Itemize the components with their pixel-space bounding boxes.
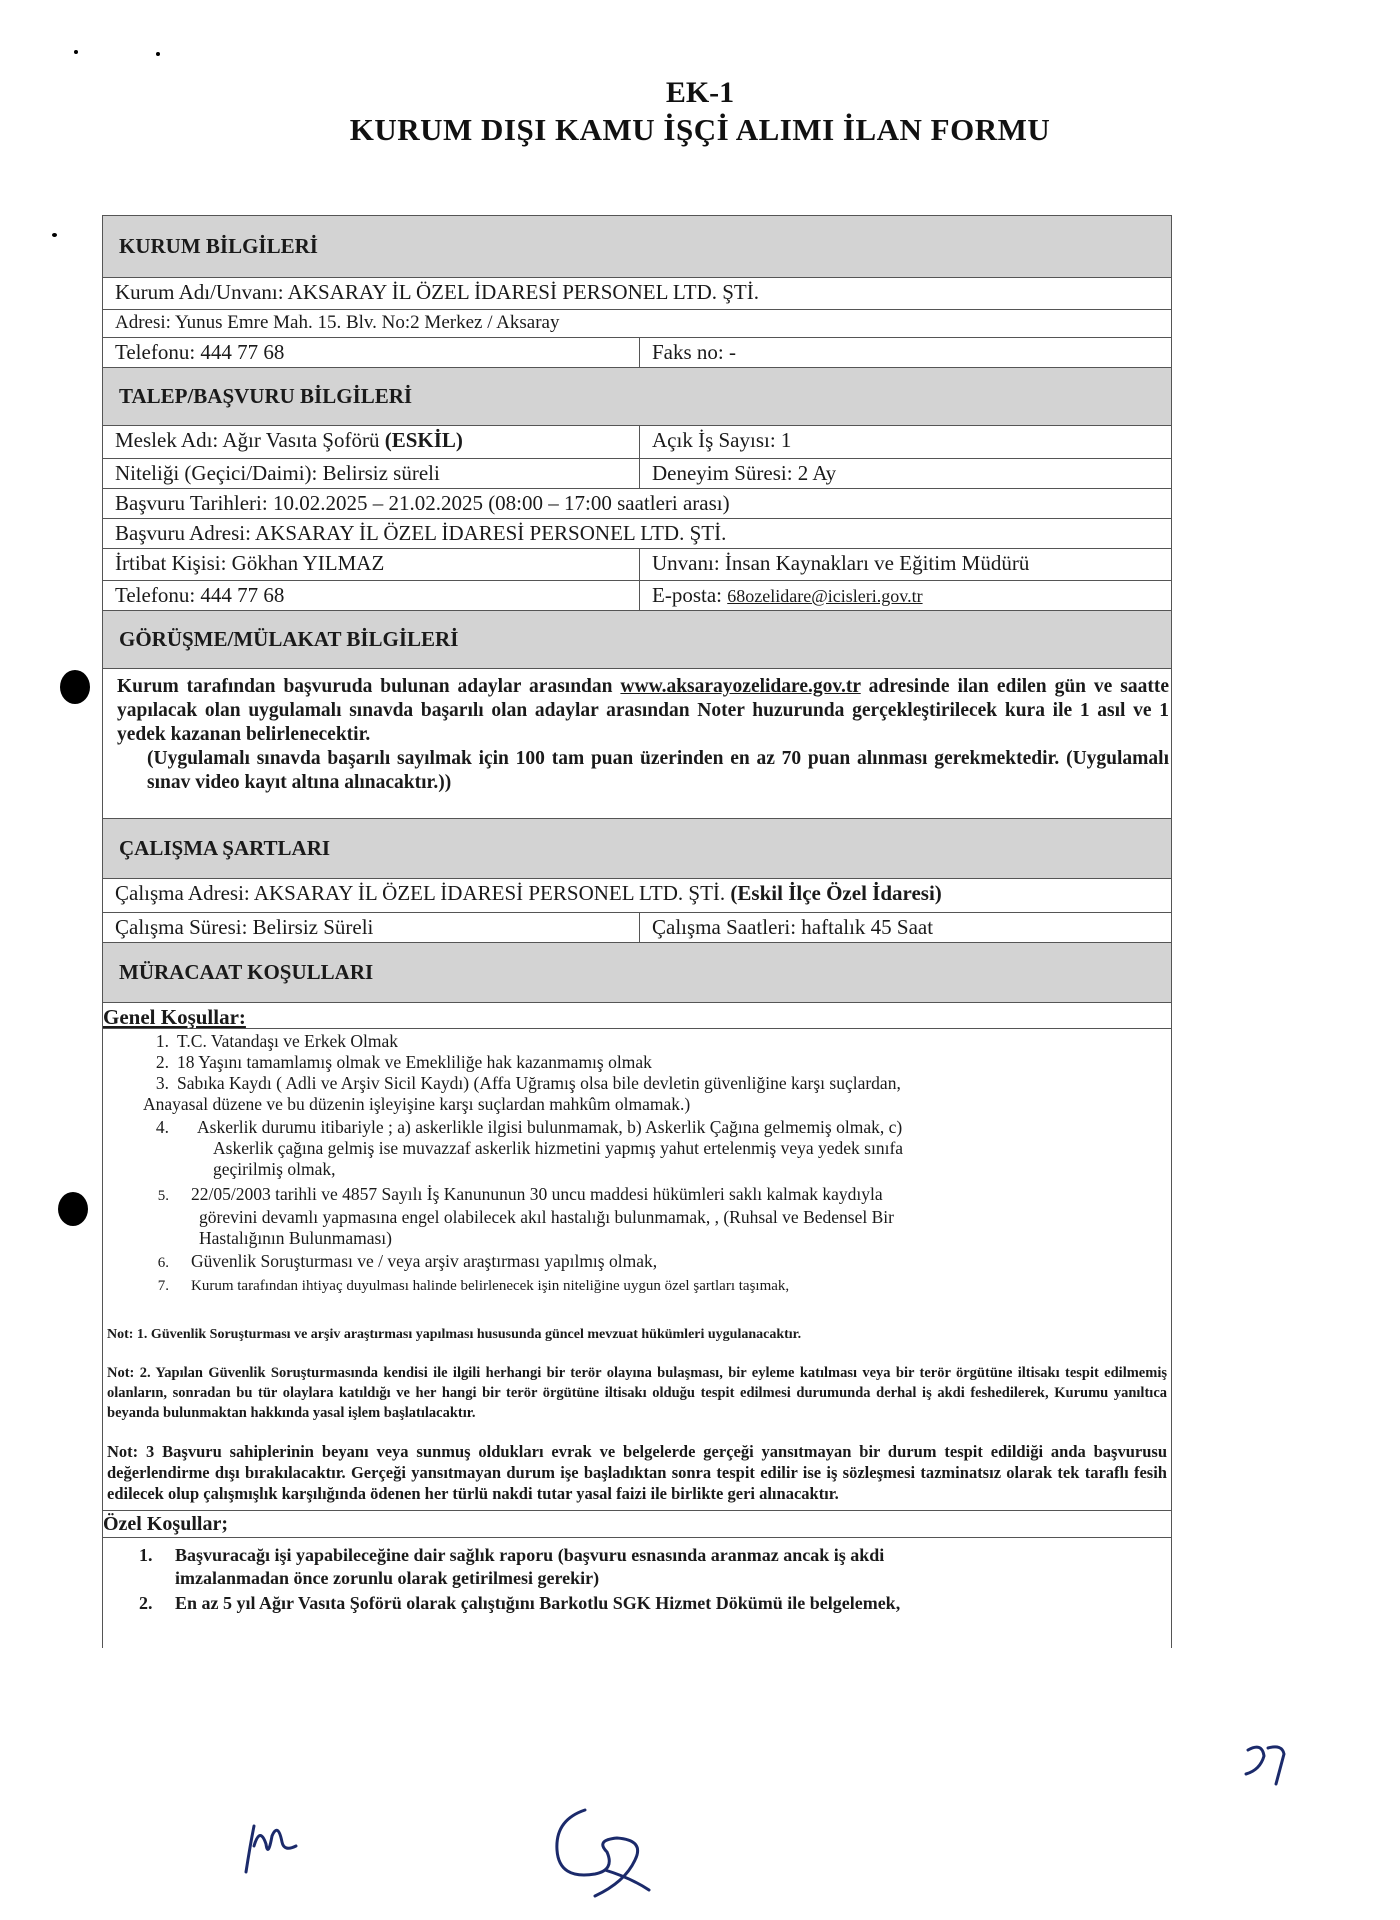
section-header-talep [103,368,1171,426]
row-irtibat-telefon [103,581,1171,611]
basvuru-tarihleri: Başvuru Tarihleri: 10.02.2025 – 21.02.2025 (08:00 – 17:00 saatleri arası) [115,491,730,515]
item-text: 18 Yaşını tamamlamış olmak ve Emekliliğe hak kazanmamış olmak [177,1052,652,1072]
gorusme-paragraph-2: (Uygulamalı sınavda başarılı sayılmak için 100 tam puan üzerinden en az 70 puan alınması gerekmektedir. (Uygulamalı sınav video kayıt altına alınacaktır.)) [147,748,1169,793]
gorusme-text-a: Kurum tarafından başvuruda bulunan adaylar arasından [117,676,621,697]
row-basvuru-adresi [103,519,1171,549]
kurum-adi: Kurum Adı/Unvanı: AKSARAY İL ÖZEL İDARESİ PERSONEL LTD. ŞTİ. [115,280,760,304]
section-header-muracaat [103,943,1171,1003]
gorusme-text [103,669,1171,818]
row-genel-title [103,1003,1171,1029]
basvuru-adresi: Başvuru Adresi: AKSARAY İL ÖZEL İDARESİ PERSONEL LTD. ŞTİ. [115,521,727,545]
item-text: Askerlik durumu itibariyle ; a) askerlikle ilgisi bulunmamak, b) Askerlik Çağına gelmemiş olmak, c) [197,1117,903,1137]
niteligi: Niteliği (Geçici/Daimi): Belirsiz süreli [103,459,640,488]
item-number: 3. [155,1073,169,1093]
scan-speck [52,233,57,237]
item-number: 1. [139,1545,153,1565]
row-kurum-adi [103,278,1171,310]
kurum-adres: Adresi: Yunus Emre Mah. 15. Blv. No:2 Merkez / Aksaray [115,312,560,333]
list-item [143,1251,1171,1274]
row-basvuru-tarihleri [103,489,1171,519]
section-title: ÇALIŞMA ŞARTLARI [119,836,331,860]
ozel-kosullar-list [103,1538,1171,1648]
note-3: Not: 3 Başvuru sahiplerinin beyanı veya sunmuş oldukları evrak ve belgelerde gerçeği yansıtmayan bir durum tespit edildiği anda başvurusu değerlendirme dışı bırakılacaktır. Gerçeği yansıtmayan durum işe başladıktan sonra tespit edilir ise iş sözleşmesi tazminatsız olarak tek taraflı fesih edilecek olup çalışmışlık karşılığında ödenen her türlü nakdi tutar yasal faizi ile birlikte geri alınacaktır. [107,1442,1167,1503]
item-number: 5. [157,1188,169,1204]
irtibat-eposta [640,581,1171,610]
acik-is-sayisi: Açık İş Sayısı: 1 [652,428,792,452]
calisma-adresi [103,879,1171,912]
row-gorusme-text [103,669,1171,819]
list-item [139,1544,1171,1590]
meslek-yer: (ESKİL) [384,428,463,452]
calisma-suresi: Çalışma Süresi: Belirsiz Süreli [103,913,640,942]
list-item [143,1031,1171,1052]
meslek-label: Meslek Adı: Ağır Vasıta Şoförü [115,428,385,452]
item-text: Başvuracağı işi yapabileceğine dair sağlık raporu (başvuru esnasında aranmaz ancak iş akdi [175,1545,885,1565]
gorusme-paragraph-1 [117,675,1169,747]
section-header-calisma [103,819,1171,879]
item-text-cont: imzalanmadan önce zorunlu olarak getirilmesi gerekir) [175,1568,600,1588]
item-text-cont: Askerlik çağına gelmiş ise muvazzaf askerlik hizmetini yapmış yahut ertelenmiş veya yedek sınıfa [213,1138,904,1158]
row-ozel-list [103,1538,1171,1648]
irtibat-telefon: Telefonu: 444 77 68 [103,581,640,610]
section-title: MÜRACAAT KOŞULLARI [119,960,374,984]
section-title: GÖRÜŞME/MÜLAKAT BİLGİLERİ [119,627,459,651]
row-nitelik [103,459,1171,489]
calisma-adres-yer: (Eskil İlçe Özel İdaresi) [730,881,942,905]
list-item [143,1073,1171,1115]
ozel-kosullar-title: Özel Koşullar; [103,1513,228,1535]
genel-kosullar-block [103,1029,1171,1510]
item-text: Sabıka Kaydı ( Adli ve Arşiv Sicil Kaydı) (Affa Uğramış olsa bile devletin güvenliğine karşı suçlardan, [177,1073,901,1093]
kurum-faks: Faks no: - [652,340,736,364]
item-number: 4. [155,1117,169,1137]
note-2: Not: 2. Yapılan Güvenlik Soruşturmasında kendisi ile ilgili herhangi bir terör olayına bulaşması, bir eyleme katılması veya bir terör örgütüne iltisakı tespit edilmemiş olanların, sonradan bu tür olaylara katıldığı ve her hangi bir terör örgütüne iltisakı olduğu tespit edilmesi durumunda derhal iş akdi feshedilerek, Kurumu yanıltıca beyanda bulunmaktan hakkında yasal işlem başlatılacaktır. [107,1365,1167,1421]
item-number: 1. [155,1031,169,1051]
irtibat-unvani: Unvanı: İnsan Kaynakları ve Eğitim Müdürü [652,551,1030,575]
genel-kosullar-title: Genel Koşullar: [103,1005,246,1029]
scan-speck [156,52,160,56]
notes-block [103,1315,1171,1510]
item-text-cont: Hastalığının Bulunmaması) [199,1228,392,1248]
calisma-saatleri: Çalışma Saatleri: haftalık 45 Saat [652,915,934,939]
row-calisma-adres [103,879,1171,913]
list-item [143,1052,1171,1073]
row-kurum-telefon [103,338,1171,368]
section-title: TALEP/BAŞVURU BİLGİLERİ [119,384,413,408]
document-code: EK-1 [665,76,735,109]
eposta-link[interactable]: 68ozelidare@icisleri.gov.tr [727,586,923,606]
item-text-cont: Anayasal düzene ve bu düzenin işleyişine karşı suçlardan mahkûm olmamak.) [143,1094,691,1114]
handwritten-mark-right [1240,1740,1300,1790]
punch-hole-bottom [58,1192,88,1226]
kurum-telefon: Telefonu: 444 77 68 [103,338,640,367]
item-text: T.C. Vatandaşı ve Erkek Olmak [177,1031,398,1051]
row-irtibat [103,549,1171,581]
irtibat-kisisi: İrtibat Kişisi: Gökhan YILMAZ [103,549,640,580]
website-link[interactable]: www.aksarayozelidare.gov.tr [620,676,861,697]
scan-speck [74,50,78,54]
row-calisma-suresi [103,913,1171,943]
meslek-adi [103,426,640,458]
row-ozel-title [103,1510,1171,1538]
genel-kosullar-list [103,1031,1171,1297]
note-1: Not: 1. Güvenlik Soruşturması ve arşiv araştırması yapılması hususunda güncel mevzuat hükümleri uygulanacaktır. [107,1327,802,1342]
item-text: 22/05/2003 tarihli ve 4857 Sayılı İş Kanununun 30 uncu maddesi hükümleri saklı kalmak kaydıyla [191,1184,883,1204]
announcement-form [102,215,1172,1648]
item-number: 7. [157,1278,169,1294]
item-text: Güvenlik Soruşturması ve / veya arşiv araştırması yapılmış olmak, [191,1251,658,1271]
list-item [139,1592,1171,1615]
signature-1 [238,1816,308,1876]
row-kurum-adres [103,310,1171,338]
section-title: KURUM BİLGİLERİ [119,234,318,258]
calisma-adres-label: Çalışma Adresi: AKSARAY İL ÖZEL İDARESİ PERSONEL LTD. ŞTİ. [115,881,731,905]
signature-2 [545,1800,655,1900]
punch-hole-top [60,670,90,704]
item-text-cont: geçirilmiş olmak, [213,1159,336,1179]
gorusme-text-b: adresinde ilan edilen gün ve saatte yapılacak olan uygulamalı sınavda başarılı olan adaylar arasından Noter huzurunda gerçekleştirilecek kura ile 1 asıl ve 1 yedek kazanan belirlenecektir. [117,676,1169,745]
section-header-gorusme [103,611,1171,669]
item-text: En az 5 yıl Ağır Vasıta Şoförü olarak çalıştığını Barkotlu SGK Hizmet Dökümü ile belgelemek, [175,1593,901,1613]
document-title: KURUM DIŞI KAMU İŞÇİ ALIMI İLAN FORMU [349,112,1051,147]
row-meslek [103,426,1171,459]
item-number: 2. [139,1593,153,1613]
list-item [143,1274,1171,1297]
item-text-cont: görevini devamlı yapmasına engel olabilecek akıl hastalığı bulunmamak, , (Ruhsal ve Bedensel Bir [199,1207,894,1227]
list-item [143,1117,1171,1180]
section-header-kurum [103,216,1171,278]
item-text: Kurum tarafından ihtiyaç duyulması halinde belirlenecek işin niteliğine uygun özel şartları taşımak, [191,1278,790,1294]
list-item [143,1184,1171,1249]
item-number: 2. [155,1052,169,1072]
eposta-label: E-posta: [652,583,728,607]
item-number: 6. [157,1255,169,1271]
deneyim-suresi: Deneyim Süresi: 2 Ay [652,461,837,485]
